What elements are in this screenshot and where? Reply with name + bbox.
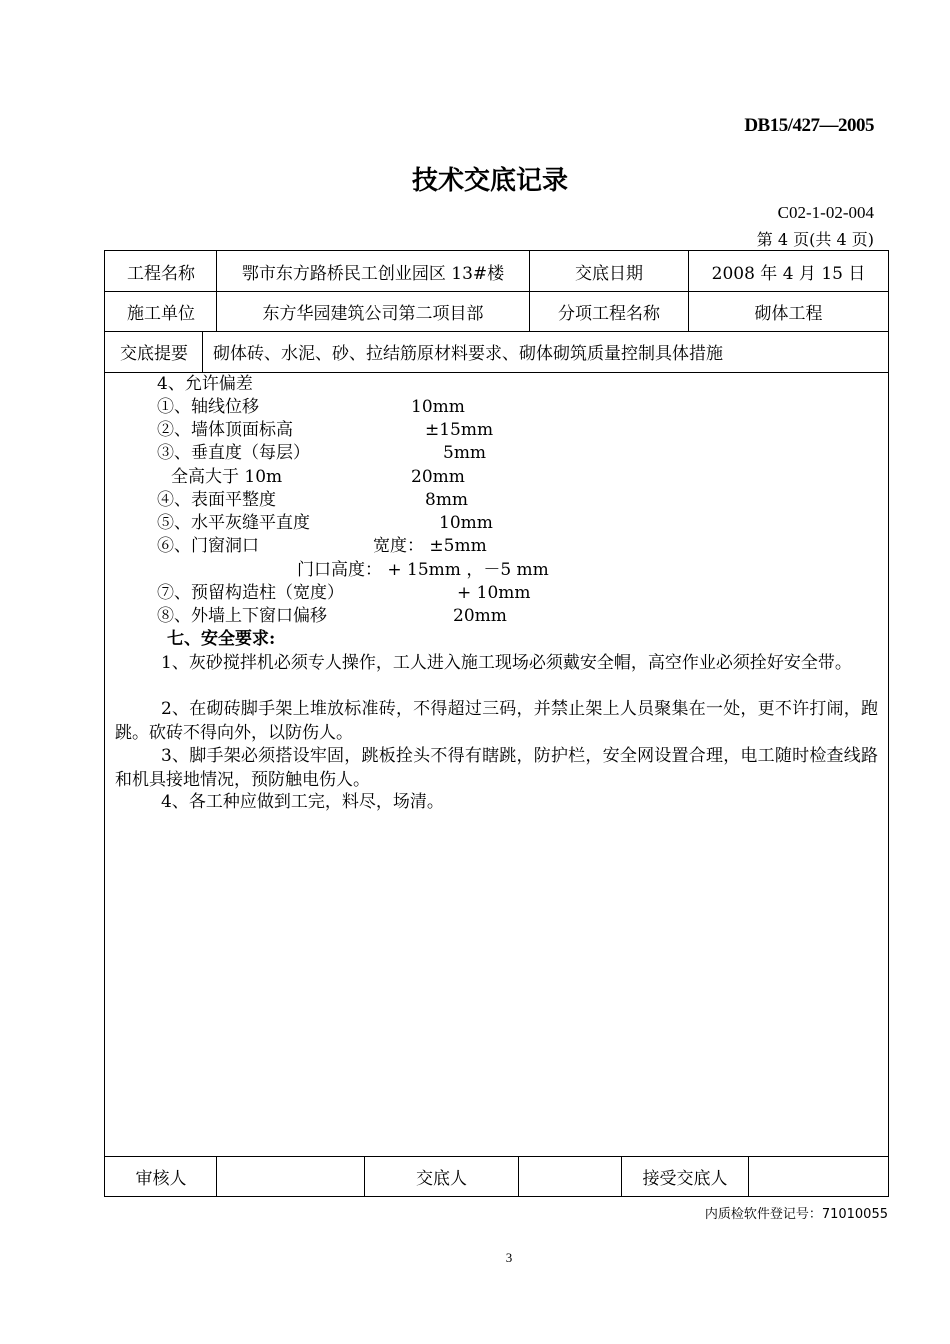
tolerance-item-label: ①、轴线位移: [157, 397, 259, 417]
safety-heading: 七、安全要求:: [167, 629, 276, 649]
tolerance-item-label: ⑤、水平灰缝平直度: [157, 513, 310, 533]
reviewer-value[interactable]: [217, 1157, 364, 1196]
date-value: 2008 年 4 月 15 日: [711, 263, 866, 284]
page-count: 第 4 页(共 4 页): [756, 230, 874, 249]
info-row-contractor: [104, 291, 889, 332]
tolerance-item-value: 宽度： ±5mm: [373, 536, 487, 556]
tolerance-heading: 4、允许偏差: [157, 374, 253, 394]
discloser-label: 交底人: [416, 1169, 467, 1189]
discloser-value[interactable]: [519, 1157, 621, 1196]
tolerance-item-value: ±15mm: [425, 420, 494, 440]
safety-paragraph: 1、灰砂搅拌机必须专人操作，工人进入施工现场必须戴安全帽，高空作业必须拴好安全带。: [161, 653, 852, 673]
project-name-value: 鄂市东方路桥民工创业园区 13#楼: [241, 263, 505, 284]
reviewer-label: 审核人: [135, 1169, 187, 1189]
document-title: 技术交底记录: [411, 166, 568, 196]
info-row-summary: [104, 331, 889, 373]
tolerance-item-value: 门口高度： + 15mm ，－5 mm: [297, 560, 549, 580]
project-name-label: 工程名称: [127, 263, 195, 284]
tolerance-item-label: ②、墙体顶面标高: [157, 420, 293, 440]
date-label: 交底日期: [575, 263, 643, 284]
tolerance-item-value: 20mm: [453, 606, 507, 626]
standard-code: DB15/427—2005: [744, 115, 874, 136]
tolerance-item-value: 10mm: [439, 513, 493, 533]
tolerance-item-value: 20mm: [411, 467, 465, 487]
receiver-value[interactable]: [749, 1157, 888, 1196]
tolerance-item-label: 全高大于 10m: [171, 467, 283, 487]
safety-paragraph: 3、脚手架必须搭设牢固，跳板拴头不得有瞎跳，防护栏，安全网设置合理，电工随时检查线路和机具接地情况，预防触电伤人。: [115, 746, 878, 790]
tolerance-item-label: ③、垂直度（每层）: [157, 443, 310, 463]
contractor-label: 施工单位: [127, 303, 195, 324]
form-code: C02-1-02-004: [777, 203, 874, 222]
tolerance-item-value: 8mm: [425, 490, 469, 510]
subproject-value: 砌体工程: [754, 303, 823, 324]
tolerance-item-label: ④、表面平整度: [157, 490, 276, 510]
tolerance-item-value: 10mm: [411, 397, 465, 417]
safety-paragraph: 2、在砌砖脚手架上堆放标准砖，不得超过三码，并禁止架上人员聚集在一处，更不许打闹，跑跳。砍砖不得向外，以防伤人。: [115, 699, 878, 743]
subproject-label: 分项工程名称: [558, 303, 660, 324]
safety-paragraph: 4、各工种应做到工完，料尽，场清。: [161, 792, 444, 812]
tolerance-item-value: 5mm: [443, 443, 487, 463]
tolerance-item-label: ⑧、外墙上下窗口偏移: [157, 606, 327, 626]
summary-label: 交底提要: [120, 344, 188, 364]
page-number: 3: [505, 1250, 513, 1265]
receiver-label: 接受交底人: [642, 1169, 728, 1189]
info-row-project: [104, 250, 889, 292]
software-registration: 内质检软件登记号：71010055: [704, 1207, 888, 1222]
signature-row: [104, 1156, 889, 1197]
tolerance-item-label: ⑥、门窗洞口: [157, 536, 259, 556]
content-area: [104, 372, 889, 1157]
summary-value: 砌体砖、水泥、砂、拉结筋原材料要求、砌体砌筑质量控制具体措施: [213, 344, 723, 364]
tolerance-item-label: ⑦、预留构造柱（宽度）: [157, 583, 344, 603]
contractor-value: 东方华园建筑公司第二项目部: [262, 303, 484, 324]
tolerance-item-value: + 10mm: [457, 583, 531, 603]
